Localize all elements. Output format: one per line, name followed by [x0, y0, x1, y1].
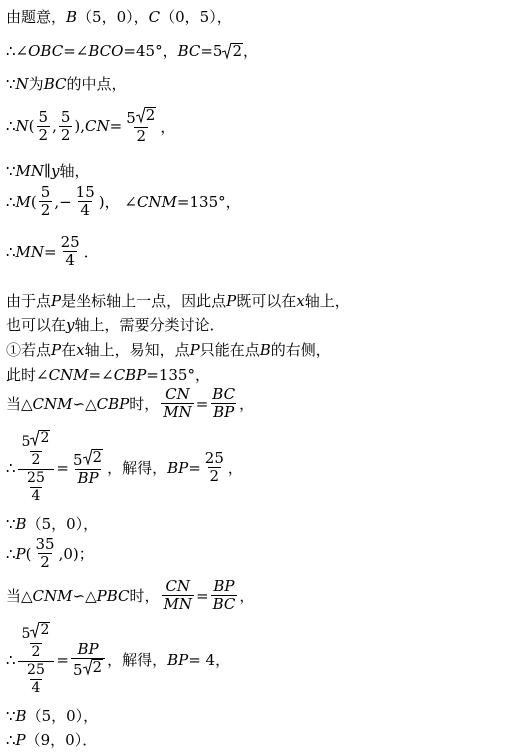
line-11	[6, 364, 210, 385]
fraction	[34, 536, 57, 571]
text: 当△	[6, 395, 33, 413]
line-17	[6, 622, 230, 697]
text: (	[25, 544, 32, 563]
var: PBC	[96, 586, 130, 605]
coef: 5	[72, 450, 83, 469]
var: N	[15, 117, 29, 135]
text: ，解得，	[107, 651, 168, 669]
fraction	[211, 578, 238, 613]
sqrt	[83, 659, 104, 675]
text: ,0)；	[58, 545, 94, 563]
denominator: MN	[163, 595, 192, 613]
line-16	[6, 578, 254, 613]
text: 也可以在	[6, 316, 67, 334]
numerator: BP	[77, 639, 99, 658]
var: P	[51, 340, 62, 359]
var: OBC	[28, 41, 64, 60]
sqrt	[136, 107, 157, 123]
var: CN	[85, 117, 110, 135]
line-19	[6, 729, 97, 750]
radical-sign	[222, 43, 231, 59]
denominator: 2	[136, 127, 147, 145]
radical-sign	[83, 449, 92, 465]
text: （5，0），	[77, 8, 149, 26]
text: =	[44, 242, 57, 261]
radical-sign	[136, 107, 145, 123]
text: ),	[74, 117, 86, 135]
coef: 5	[72, 660, 83, 679]
fraction	[161, 386, 193, 421]
sqrt	[30, 622, 50, 638]
text: ，	[160, 117, 176, 136]
text: =	[195, 394, 209, 413]
sqrt	[222, 43, 243, 59]
text: ∴	[6, 458, 16, 477]
text: （5，0），	[26, 707, 99, 725]
line-18	[6, 705, 98, 726]
denominator: 2	[31, 452, 41, 468]
text: ,	[52, 117, 57, 135]
var: M	[15, 192, 31, 211]
radical-sign	[30, 430, 39, 446]
denominator: 4	[80, 201, 90, 219]
fraction	[162, 578, 194, 613]
var: B	[259, 340, 271, 359]
text: ∴	[6, 544, 16, 563]
text: 当△	[6, 587, 33, 605]
text: ∽△	[72, 394, 97, 413]
denominator: 4	[31, 488, 41, 504]
fraction	[39, 184, 53, 219]
denominator: BP	[77, 468, 99, 487]
text: 轴上，易知，点	[84, 341, 190, 359]
coef: 5	[21, 434, 31, 450]
text: =∠	[63, 41, 89, 60]
var: B	[15, 514, 27, 533]
var: MN	[15, 161, 45, 180]
numerator: 25	[204, 449, 224, 467]
denominator: BP	[213, 403, 235, 421]
text: ，	[239, 395, 255, 413]
var: x	[76, 340, 85, 359]
numerator: 15	[75, 183, 95, 201]
numerator	[71, 449, 105, 469]
text: ∴	[6, 192, 16, 211]
radicand: 2	[92, 447, 103, 466]
numerator: 5	[60, 107, 71, 126]
radicand: 2	[232, 41, 243, 60]
text: 的右侧，	[270, 341, 331, 359]
denominator: 2	[40, 201, 51, 219]
var: CNM	[32, 586, 73, 605]
numerator: 25	[27, 662, 45, 678]
text: ∽△	[72, 586, 97, 605]
fraction	[59, 109, 73, 144]
text: ,−	[54, 192, 72, 211]
fraction	[74, 184, 97, 219]
denominator: 4	[31, 680, 41, 696]
text: 轴，	[59, 162, 90, 180]
var: BC	[177, 41, 201, 60]
text: =∠	[88, 365, 114, 384]
line-4	[6, 107, 175, 145]
var: MN	[15, 242, 45, 261]
text: 此时∠	[6, 366, 49, 384]
numerator: BP	[213, 577, 235, 595]
var: P	[15, 730, 26, 749]
text: ∵	[6, 161, 16, 180]
var: P	[15, 544, 26, 563]
radicand: 2	[40, 430, 50, 446]
line-3	[6, 73, 126, 94]
fraction	[210, 386, 237, 421]
text: ∴	[6, 730, 16, 749]
text: =	[109, 117, 123, 135]
var: BC	[43, 74, 67, 93]
line-10	[6, 339, 331, 360]
numerator: 5	[38, 107, 49, 126]
numerator: 25	[60, 233, 80, 251]
sqrt	[30, 430, 50, 446]
radical-sign	[83, 659, 92, 675]
text: ∴	[6, 242, 16, 261]
var-C: C	[148, 7, 161, 26]
var: x	[296, 291, 305, 310]
text: ∴	[6, 650, 16, 669]
text: =	[56, 458, 69, 477]
text: ，	[243, 42, 259, 60]
line-15	[6, 536, 94, 571]
var: CNM	[48, 365, 89, 384]
denominator: MN	[163, 403, 192, 421]
text: 时，	[129, 395, 160, 413]
var: y	[66, 315, 75, 334]
fraction	[124, 107, 158, 145]
numerator: 25	[27, 470, 45, 486]
text: =135°，	[176, 193, 241, 211]
text: ∥	[44, 161, 51, 180]
text: 在	[61, 341, 77, 359]
fraction	[25, 470, 47, 505]
denominator: 2	[31, 644, 41, 660]
fraction	[71, 641, 105, 679]
var: P	[226, 291, 237, 310]
line-12	[6, 386, 254, 421]
radicand: 2	[145, 106, 156, 124]
numerator	[20, 622, 53, 643]
line-6	[6, 184, 241, 219]
numerator: BC	[212, 385, 236, 403]
denominator: 2	[209, 467, 220, 485]
line-2	[6, 40, 258, 61]
text: ∵	[6, 706, 16, 725]
var: BP	[167, 650, 189, 669]
text: ∵	[6, 74, 16, 93]
text: 由于点	[6, 292, 52, 310]
var: P	[189, 340, 200, 359]
text: 时，	[129, 587, 160, 605]
var: y	[50, 161, 60, 180]
text: 只能在点	[199, 341, 260, 359]
var: N	[15, 74, 29, 93]
text: ①若点	[6, 341, 52, 359]
text: ．	[83, 243, 99, 261]
line-7	[6, 234, 99, 269]
numerator	[124, 107, 158, 127]
text: 既可以在	[236, 292, 297, 310]
text: (	[30, 192, 37, 211]
var: CBP	[96, 394, 130, 413]
text: （0，5），	[160, 8, 232, 26]
text: ，	[239, 587, 255, 605]
line-9	[6, 314, 225, 335]
line-14	[6, 513, 98, 534]
text: （5，0），	[26, 515, 99, 533]
line-8	[6, 290, 350, 311]
text: ∴∠	[6, 41, 29, 60]
text: 是坐标轴上一点，因此点	[61, 292, 227, 310]
text: =5	[200, 41, 223, 60]
text: （9，0）．	[25, 731, 98, 749]
text: ∵	[6, 514, 16, 533]
var: P	[51, 291, 62, 310]
denominator: 4	[65, 251, 75, 269]
fraction	[71, 449, 105, 487]
var: BP	[167, 458, 189, 477]
var: CNM	[136, 192, 177, 211]
numerator: 5	[40, 183, 51, 201]
text: 为	[28, 75, 44, 93]
text: = 4，	[188, 651, 231, 669]
compound-fraction	[18, 430, 55, 505]
numerator: CN	[165, 385, 190, 403]
text: =	[196, 586, 209, 605]
line-5	[6, 160, 89, 181]
denominator: BC	[212, 595, 236, 613]
denominator	[71, 658, 105, 679]
text: 轴上，需要分类讨论．	[74, 316, 225, 334]
numerator: 35	[35, 535, 55, 553]
var: CNM	[32, 394, 73, 413]
fraction	[20, 622, 53, 661]
sqrt	[83, 449, 104, 465]
text: =45°，	[123, 42, 178, 60]
text: =	[188, 458, 201, 477]
text: ，	[227, 459, 243, 477]
radicand: 2	[92, 657, 103, 676]
numerator	[20, 430, 53, 451]
text: ∴	[6, 117, 16, 135]
compound-numerator	[18, 622, 55, 661]
text: (	[28, 117, 35, 135]
text: =	[56, 650, 69, 669]
compound-numerator	[18, 430, 55, 469]
var: CBP	[113, 365, 147, 384]
fraction	[37, 109, 51, 144]
line-13	[6, 430, 243, 505]
denominator: 2	[38, 125, 49, 144]
coef: 5	[126, 109, 136, 127]
var: BCO	[88, 41, 124, 60]
var-B: B	[66, 7, 78, 26]
compound-fraction	[18, 622, 55, 697]
numerator: CN	[165, 577, 191, 595]
text: ，解得，	[107, 459, 168, 477]
compound-denominator	[23, 662, 49, 697]
fraction	[59, 234, 82, 269]
text: 由题意，	[6, 8, 67, 26]
coef: 5	[21, 626, 31, 642]
line-1	[6, 6, 232, 27]
text: 的中点，	[66, 75, 127, 93]
compound-denominator	[23, 470, 49, 505]
fraction	[25, 662, 47, 697]
denominator: 2	[60, 125, 71, 144]
var: B	[15, 706, 27, 725]
fraction	[20, 430, 53, 469]
radical-sign	[30, 622, 39, 638]
denominator: 2	[40, 553, 50, 571]
text: 轴上，	[304, 292, 350, 310]
radicand: 2	[40, 622, 50, 638]
text: =135°，	[146, 366, 210, 384]
text: )， ∠	[98, 193, 137, 211]
fraction	[203, 450, 226, 485]
